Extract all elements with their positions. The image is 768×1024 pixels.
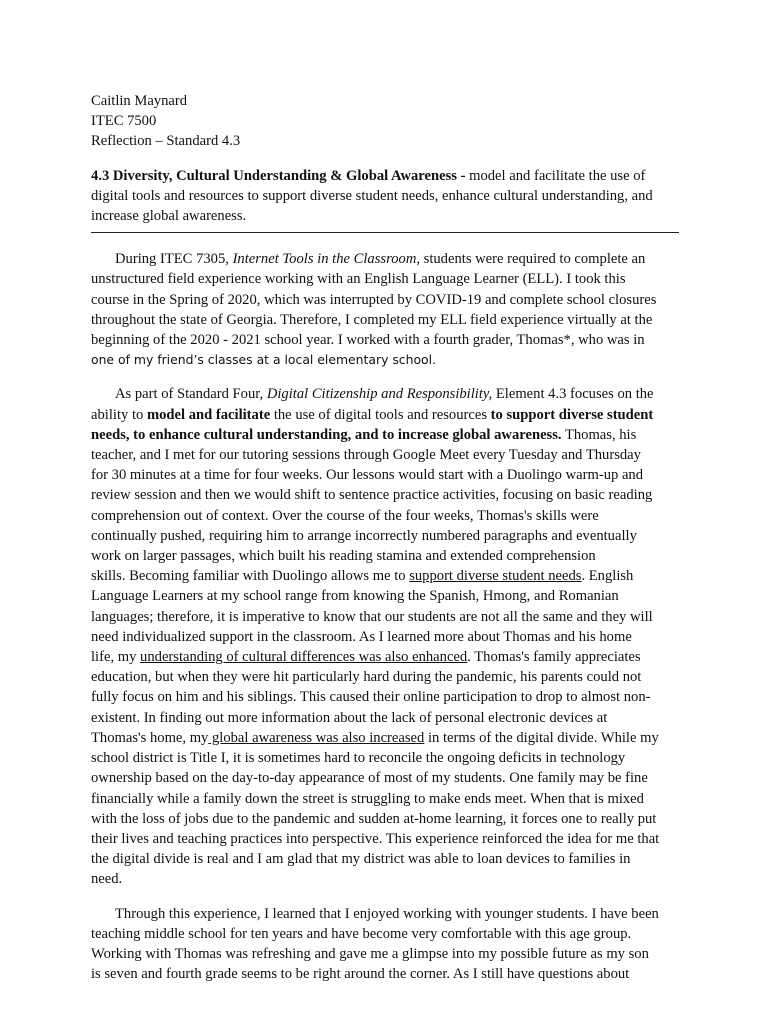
text: As part of Standard Four,	[115, 386, 267, 403]
text-line: financially while a family down the street is struggling to make ends meet. When that is mixed	[91, 790, 644, 807]
text-line: Through this experience, I learned that I enjoyed working with younger students. I have been	[115, 905, 659, 922]
text-line: course in the Spring of 2020, which was interrupted by COVID-19 and complete school closures	[91, 291, 657, 308]
text-line: one of my friend’s classes at a local elementary school.	[91, 352, 437, 368]
text-line: existent. In finding out more information about the lack of personal electronic devices at	[91, 709, 608, 726]
text-line: school district is Title I, it is sometimes hard to reconcile the ongoing deficits in technology	[91, 750, 626, 767]
text-line: work on larger passages, which built his reading stamina and extended comprehension	[91, 548, 596, 565]
text-line: comprehension out of context. Over the course of the four weeks, Thomas's skills were	[91, 507, 599, 524]
course-code: ITEC 7500	[91, 113, 157, 130]
document-body	[91, 91, 689, 984]
standard-text: digital tools and resources to support diverse student needs, enhance cultural understanding, and	[91, 187, 653, 204]
text-line: beginning of the 2020 - 2021 school year. I worked with a fourth grader, Thomas*, who was in	[91, 332, 645, 349]
emphasis: to support diverse student	[490, 406, 654, 423]
text-line: Working with Thomas was refreshing and gave me a glimpse into my possible future as my son	[91, 945, 649, 962]
document-header	[91, 91, 689, 152]
text-line: education, but when they were hit particularly hard during the pandemic, his parents could not	[91, 669, 642, 686]
standard-heading: 4.3 Diversity, Cultural Understanding & Global Awareness -	[91, 167, 466, 184]
text: . English	[581, 568, 634, 585]
text-line: the digital divide is real and I am glad that my district was able to loan devices to families in	[91, 851, 631, 868]
text-line: need individualized support in the classroom. As I learned more about Thomas and his home	[91, 628, 632, 645]
assignment-title: Reflection – Standard 4.3	[91, 133, 241, 150]
text: Thomas, his	[561, 426, 637, 443]
text-line: their lives and teaching practices into perspective. This experience reinforced the idea for me that	[91, 830, 660, 847]
paragraph-2	[91, 384, 689, 889]
standard-statement	[91, 166, 689, 227]
text: ability to	[91, 406, 147, 423]
emphasis: needs, to enhance cultural understanding, and to increase global awareness.	[91, 426, 562, 443]
text-line: teacher, and I met for our tutoring sessions through Google Meet every Tuesday and Thursday	[91, 447, 641, 464]
paragraph-1	[91, 249, 689, 370]
underlined-phrase: support diverse student needs	[409, 568, 582, 585]
text-line: ownership based on the day-to-day appearance of most of my students. One family may be fine	[91, 770, 648, 787]
text: in terms of the digital divide. While my	[424, 729, 659, 746]
author-name: Caitlin Maynard	[91, 93, 188, 109]
emphasis: model and facilitate	[146, 406, 271, 423]
text-line: for 30 minutes at a time for four weeks. Our lessons would start with a Duolingo warm-up and	[91, 467, 644, 484]
underlined-phrase: understanding of cultural differences was also enhanced	[140, 649, 468, 666]
horizontal-divider	[91, 232, 679, 233]
paragraph-3	[91, 904, 689, 985]
text-line: need.	[91, 871, 123, 888]
text-line: review session and then we would shift to sentence practice activities, focusing on basic reading	[91, 487, 653, 504]
text-line: Language Learners at my school range from knowing the Spanish, Hmong, and Romanian	[91, 588, 619, 605]
text: Thomas's home, my	[91, 729, 209, 746]
text-line: continually pushed, requiring him to arrange incorrectly numbered paragraphs and eventually	[91, 527, 637, 544]
text-line: with the loss of jobs due to the pandemic and sudden at-home learning, it forces one to really put	[91, 810, 657, 827]
text-line: fully focus on him and his siblings. This caused their online participation to drop to almost non-	[91, 689, 651, 706]
text: . Thomas's family appreciates	[467, 649, 641, 666]
text: Element 4.3 focuses on the	[492, 386, 654, 403]
standard-text: model and facilitate the use of	[465, 167, 646, 184]
text: life, my	[91, 649, 141, 666]
text-line: throughout the state of Georgia. Therefore, I completed my ELL field experience virtually at the	[91, 311, 653, 328]
standard-text: increase global awareness.	[91, 208, 247, 225]
text-line: is seven and fourth grade seems to be right around the corner. As I still have questions about	[91, 966, 630, 983]
course-title: Internet Tools in the Classroom	[232, 251, 417, 268]
text-line: languages; therefore, it is imperative to know that our students are not all the same and they will	[91, 608, 653, 625]
underlined-phrase: global awareness was also increased	[208, 729, 425, 746]
text: skills. Becoming familiar with Duolingo allows me to	[91, 568, 410, 585]
text: During ITEC 7305,	[115, 251, 233, 268]
standard-name: Digital Citizenship and Responsibility,	[266, 386, 493, 403]
text-line: unstructured field experience working with an English Language Learner (ELL). I took this	[91, 271, 626, 288]
text: the use of digital tools and resources	[270, 406, 491, 423]
text: , students were required to complete an	[416, 251, 646, 268]
text-line: teaching middle school for ten years and have become very comfortable with this age group.	[91, 925, 632, 942]
